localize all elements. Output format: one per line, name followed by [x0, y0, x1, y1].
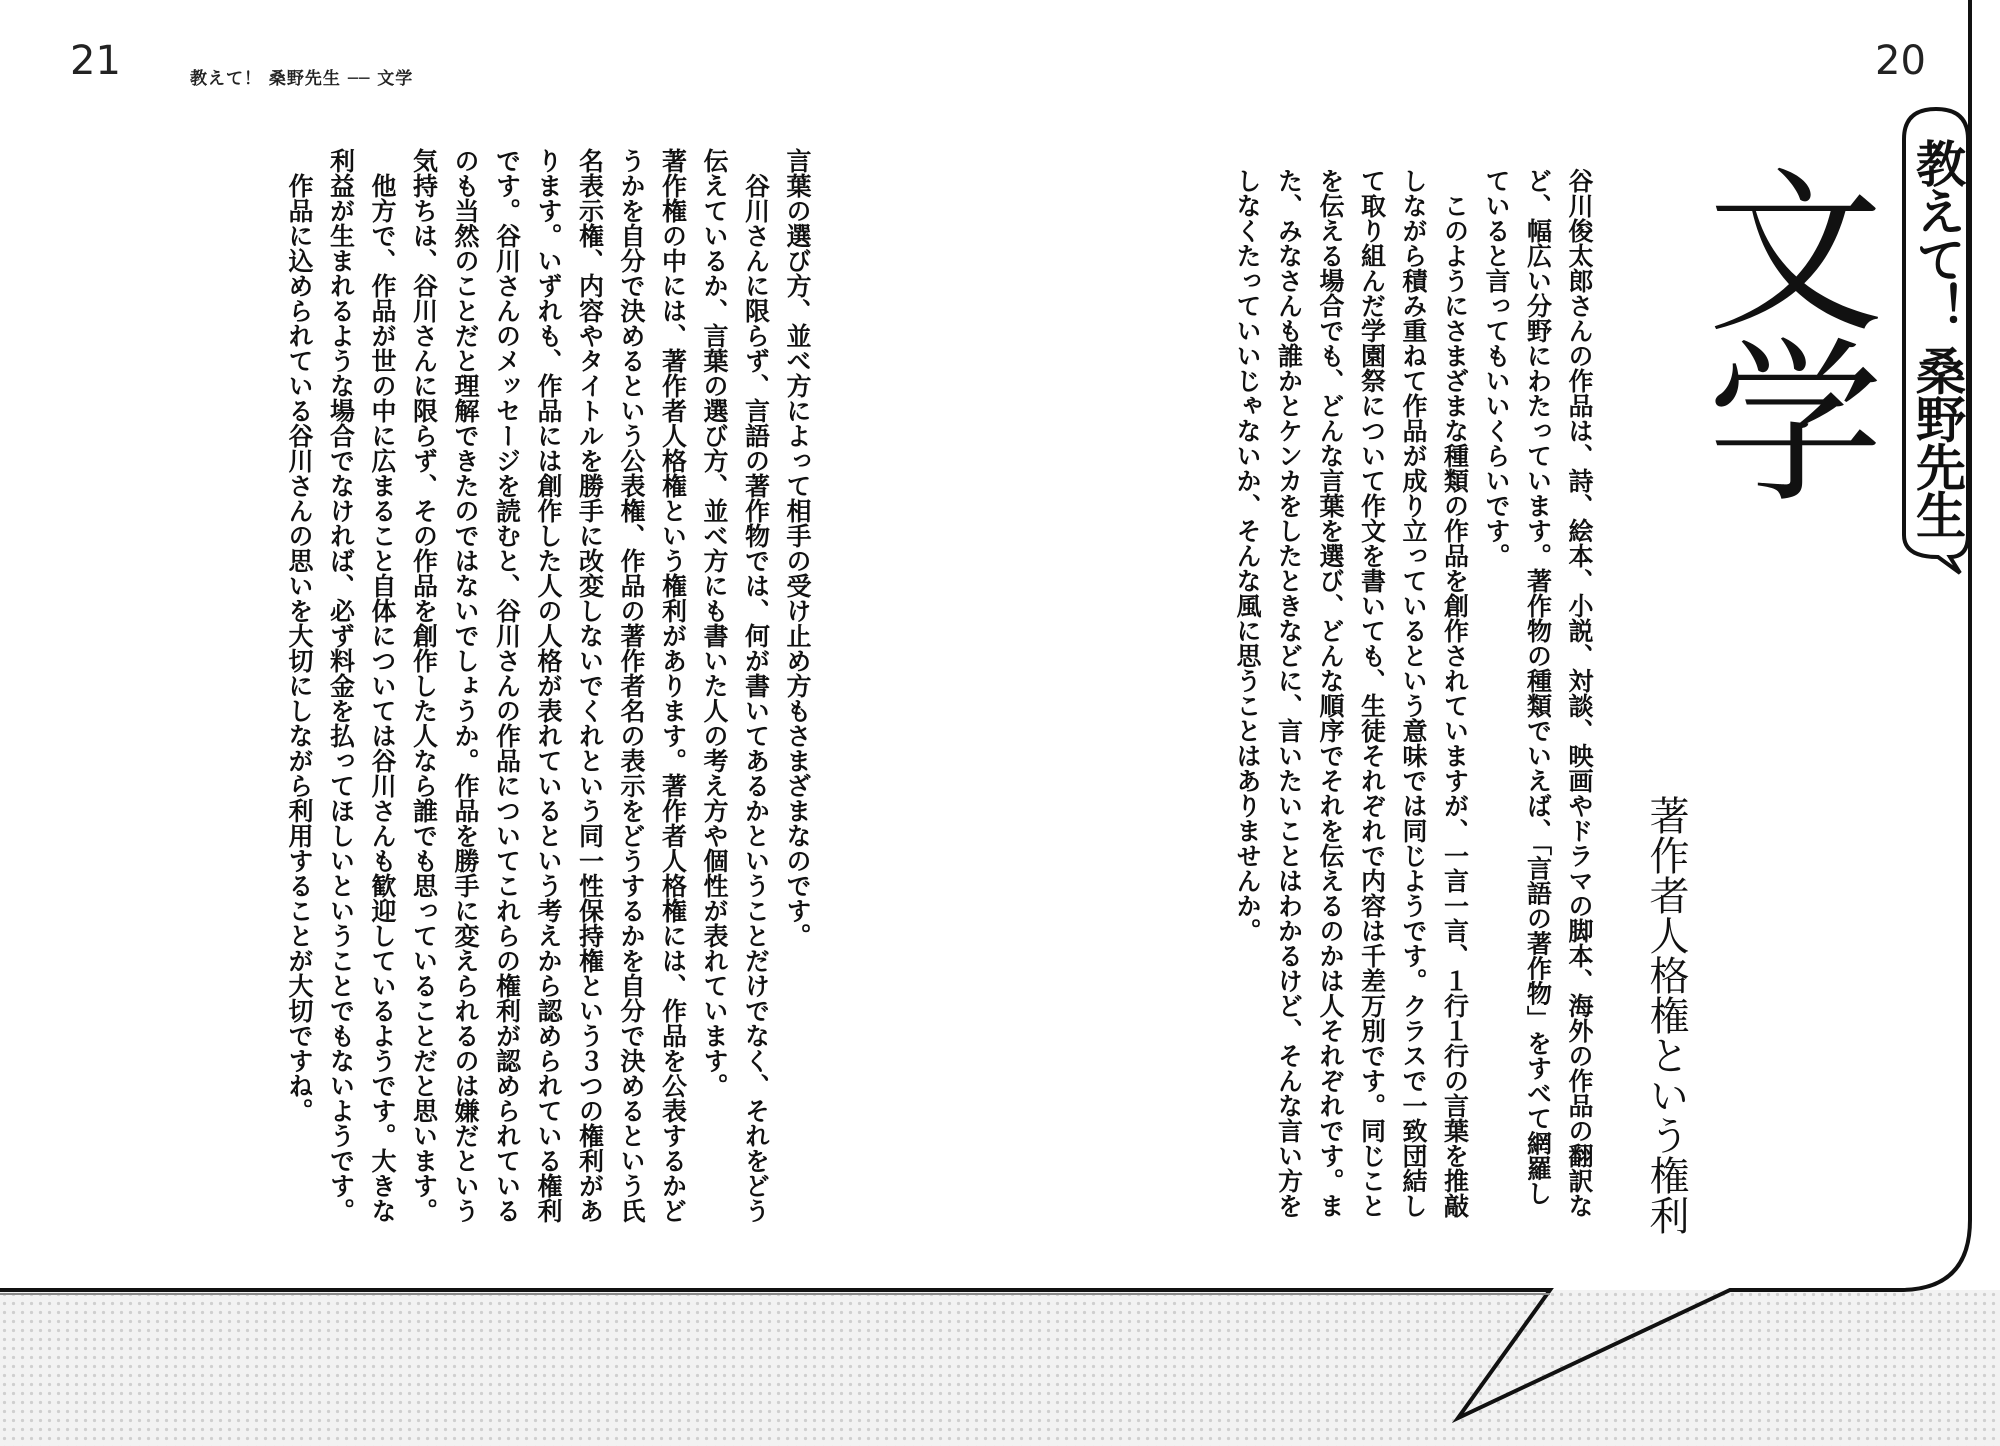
body-text-left: 言葉の選び方、並べ方によって相手の受け止め方もさまざまなのです。 谷川さんに限らず、言語の著作物では、何が書いてあるかということだけでなく、それをどう伝えているか、言葉の選び方、並べ方にも書いた人の考え方や個性が表れています。 著作権の中には、著作者人格権という権利があります。著作者人格権には、作品を公表するかどうかを自分で決めるという公表権、作品の著作者名の表示をどうするかを自分で決めるという氏名表示権、内容やタイトルを勝手に改変しないでくれという同一性保持権という３つの権利があります。いずれも、作品には創作した人の人格が表れているという考えから認められている権利です。谷川さんのメッセージを読むと、谷川さんの作品についてこれらの権利が認められているのも当然のことだと理解できたのではないでしょうか。作品を勝手に変えられるのは嫌だという気持ちは、谷川さんに限らず、その作品を創作した人なら誰でも思っていることだと思います。 他方で、作品が世の中に広まること自体については谷川さんも歓迎しているようです。大きな利益が生まれるような場合でなければ、必ず料金を払ってほしいということでもないようです。 作品に込められている谷川さんの思いを大切にしながら利用することが大切ですね。: [285, 148, 812, 1223]
tag-label: 教えて！ 桑野先生: [1908, 138, 1966, 538]
running-head: 教えて！ 桑野先生 ── 文学: [190, 69, 414, 89]
body-text-right: 谷川俊太郎さんの作品は、詩、絵本、小説、対談、映画やドラマの脚本、海外の作品の翻訳など、幅広い分野にわたっています。著作物の種類でいえば、「言語の著作物」をすべて網羅していると言ってもいいくらいです。 このようにさまざまな種類の作品を創作されていますが、一言一言、１行１行の言葉を推敲しながら積み重ねて作品が成り立っているという意味では同じようです。クラスで一致団結して取り組んだ学園祭について作文を書いても、生徒それぞれで内容は千差万別です。同じことを伝える場合でも、どんな言葉を選び、どんな順序でそれを伝えるのかは人それぞれです。また、みなさんも誰かとケンカをしたときなどに、言いたいことはわかるけど、そんな言い方をしなくたっていいじゃないか、そんな風に思うことはありませんか。: [1233, 168, 1594, 1218]
section-subtitle: 著作者人格権という権利: [1643, 795, 1689, 1235]
page-number-left: 21: [70, 38, 121, 84]
page-title: 文学: [1678, 160, 1883, 500]
page-number-right: 20: [1875, 38, 1926, 84]
